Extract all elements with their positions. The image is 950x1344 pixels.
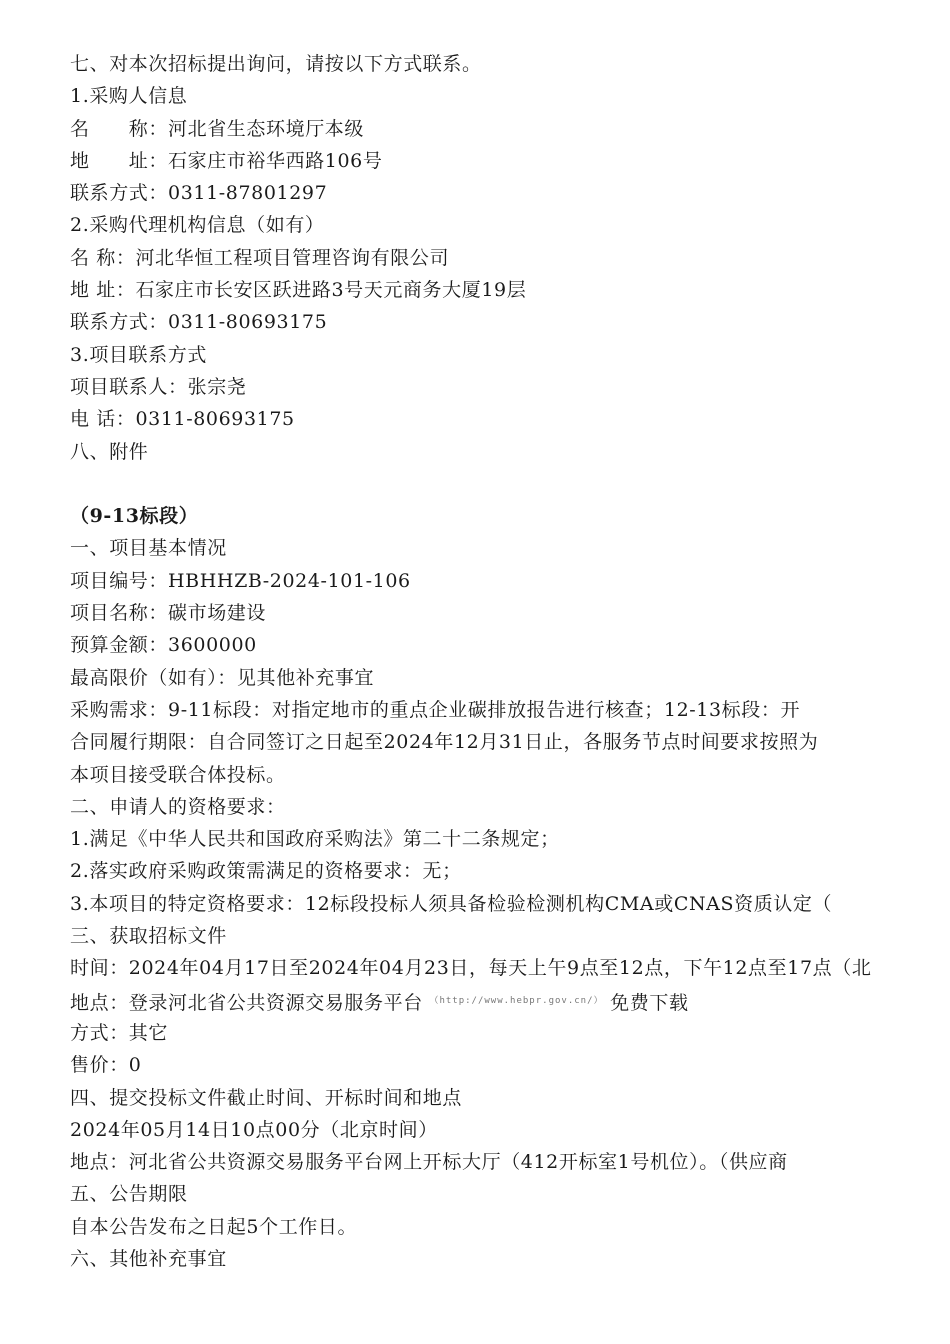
section-6-heading: 六、其他补充事宜	[70, 1247, 227, 1270]
section-4-heading: 四、提交投标文件截止时间、开标时间和地点	[70, 1086, 463, 1109]
opening-place: 地点：河北省公共资源交易服务平台网上开标大厅（412开标室1号机位）。（供应商	[70, 1151, 788, 1174]
obtain-place	[70, 985, 882, 1017]
document-body	[70, 48, 882, 1275]
platform-url-link[interactable]: （http://www.hebpr.gov.cn/）	[429, 995, 604, 1006]
lot-title: （9-13标段）	[70, 505, 199, 528]
buyer-info-heading: 1.采购人信息	[70, 85, 188, 108]
buyer-contact: 联系方式：0311-87801297	[70, 182, 328, 205]
section-5-heading: 五、公告期限	[70, 1183, 188, 1206]
project-contact-heading: 3.项目联系方式	[70, 343, 207, 366]
agent-contact: 联系方式：0311-80693175	[70, 311, 328, 334]
section-3-heading: 三、获取招标文件	[70, 925, 227, 948]
buyer-name: 名 称：河北省生态环境厅本级	[70, 117, 365, 140]
project-contact-person: 项目联系人：张宗尧	[70, 375, 247, 398]
submission-deadline: 2024年05月14日10点00分（北京时间）	[70, 1118, 438, 1141]
project-name: 项目名称：碳市场建设	[70, 602, 267, 625]
announcement-period: 自本公告发布之日起5个工作日。	[70, 1215, 358, 1238]
obtain-place-suffix: 免费下载	[610, 991, 689, 1014]
spacer	[70, 468, 882, 500]
max-price: 最高限价（如有）：见其他补充事宜	[70, 666, 375, 689]
contract-period: 合同履行期限：自合同签订之日起至2024年12月31日止，各服务节点时间要求按照为	[70, 731, 819, 754]
agent-name: 名 称：河北华恒工程项目管理咨询有限公司	[70, 246, 450, 269]
obtain-time: 时间：2024年04月17日至2024年04月23日，每天上午9点至12点，下午12点至17点（北	[70, 957, 872, 980]
obtain-method: 方式：其它	[70, 1021, 169, 1044]
consortium-note: 本项目接受联合体投标。	[70, 763, 286, 786]
buyer-address: 地 址：石家庄市裕华西路106号	[70, 149, 383, 172]
section-2-heading: 二、申请人的资格要求：	[70, 795, 286, 818]
obtain-place-prefix: 地点：登录河北省公共资源交易服务平台	[70, 991, 423, 1014]
document-price: 售价：0	[70, 1054, 142, 1077]
project-contact-phone: 电 话：0311-80693175	[70, 408, 295, 431]
qualification-1: 1.满足《中华人民共和国政府采购法》第二十二条规定；	[70, 828, 560, 851]
section-7-heading: 七、对本次招标提出询问，请按以下方式联系。	[70, 53, 482, 75]
agent-address: 地 址：石家庄市长安区跃进路3号天元商务大厦19层	[70, 279, 527, 302]
attachments-heading: 八、附件	[70, 440, 149, 463]
budget-amount: 预算金额：3600000	[70, 634, 257, 657]
section-1-heading: 一、项目基本情况	[70, 537, 227, 560]
procurement-requirement: 采购需求：9-11标段：对指定地市的重点企业碳排放报告进行核查；12-13标段：开	[70, 698, 801, 721]
agent-info-heading: 2.采购代理机构信息（如有）	[70, 214, 325, 237]
qualification-2: 2.落实政府采购政策需满足的资格要求：无；	[70, 860, 462, 883]
qualification-3: 3.本项目的特定资格要求：12标段投标人须具备检验检测机构CMA或CNAS资质认定（	[70, 892, 833, 915]
project-number: 项目编号：HBHHZB-2024-101-106	[70, 569, 411, 592]
